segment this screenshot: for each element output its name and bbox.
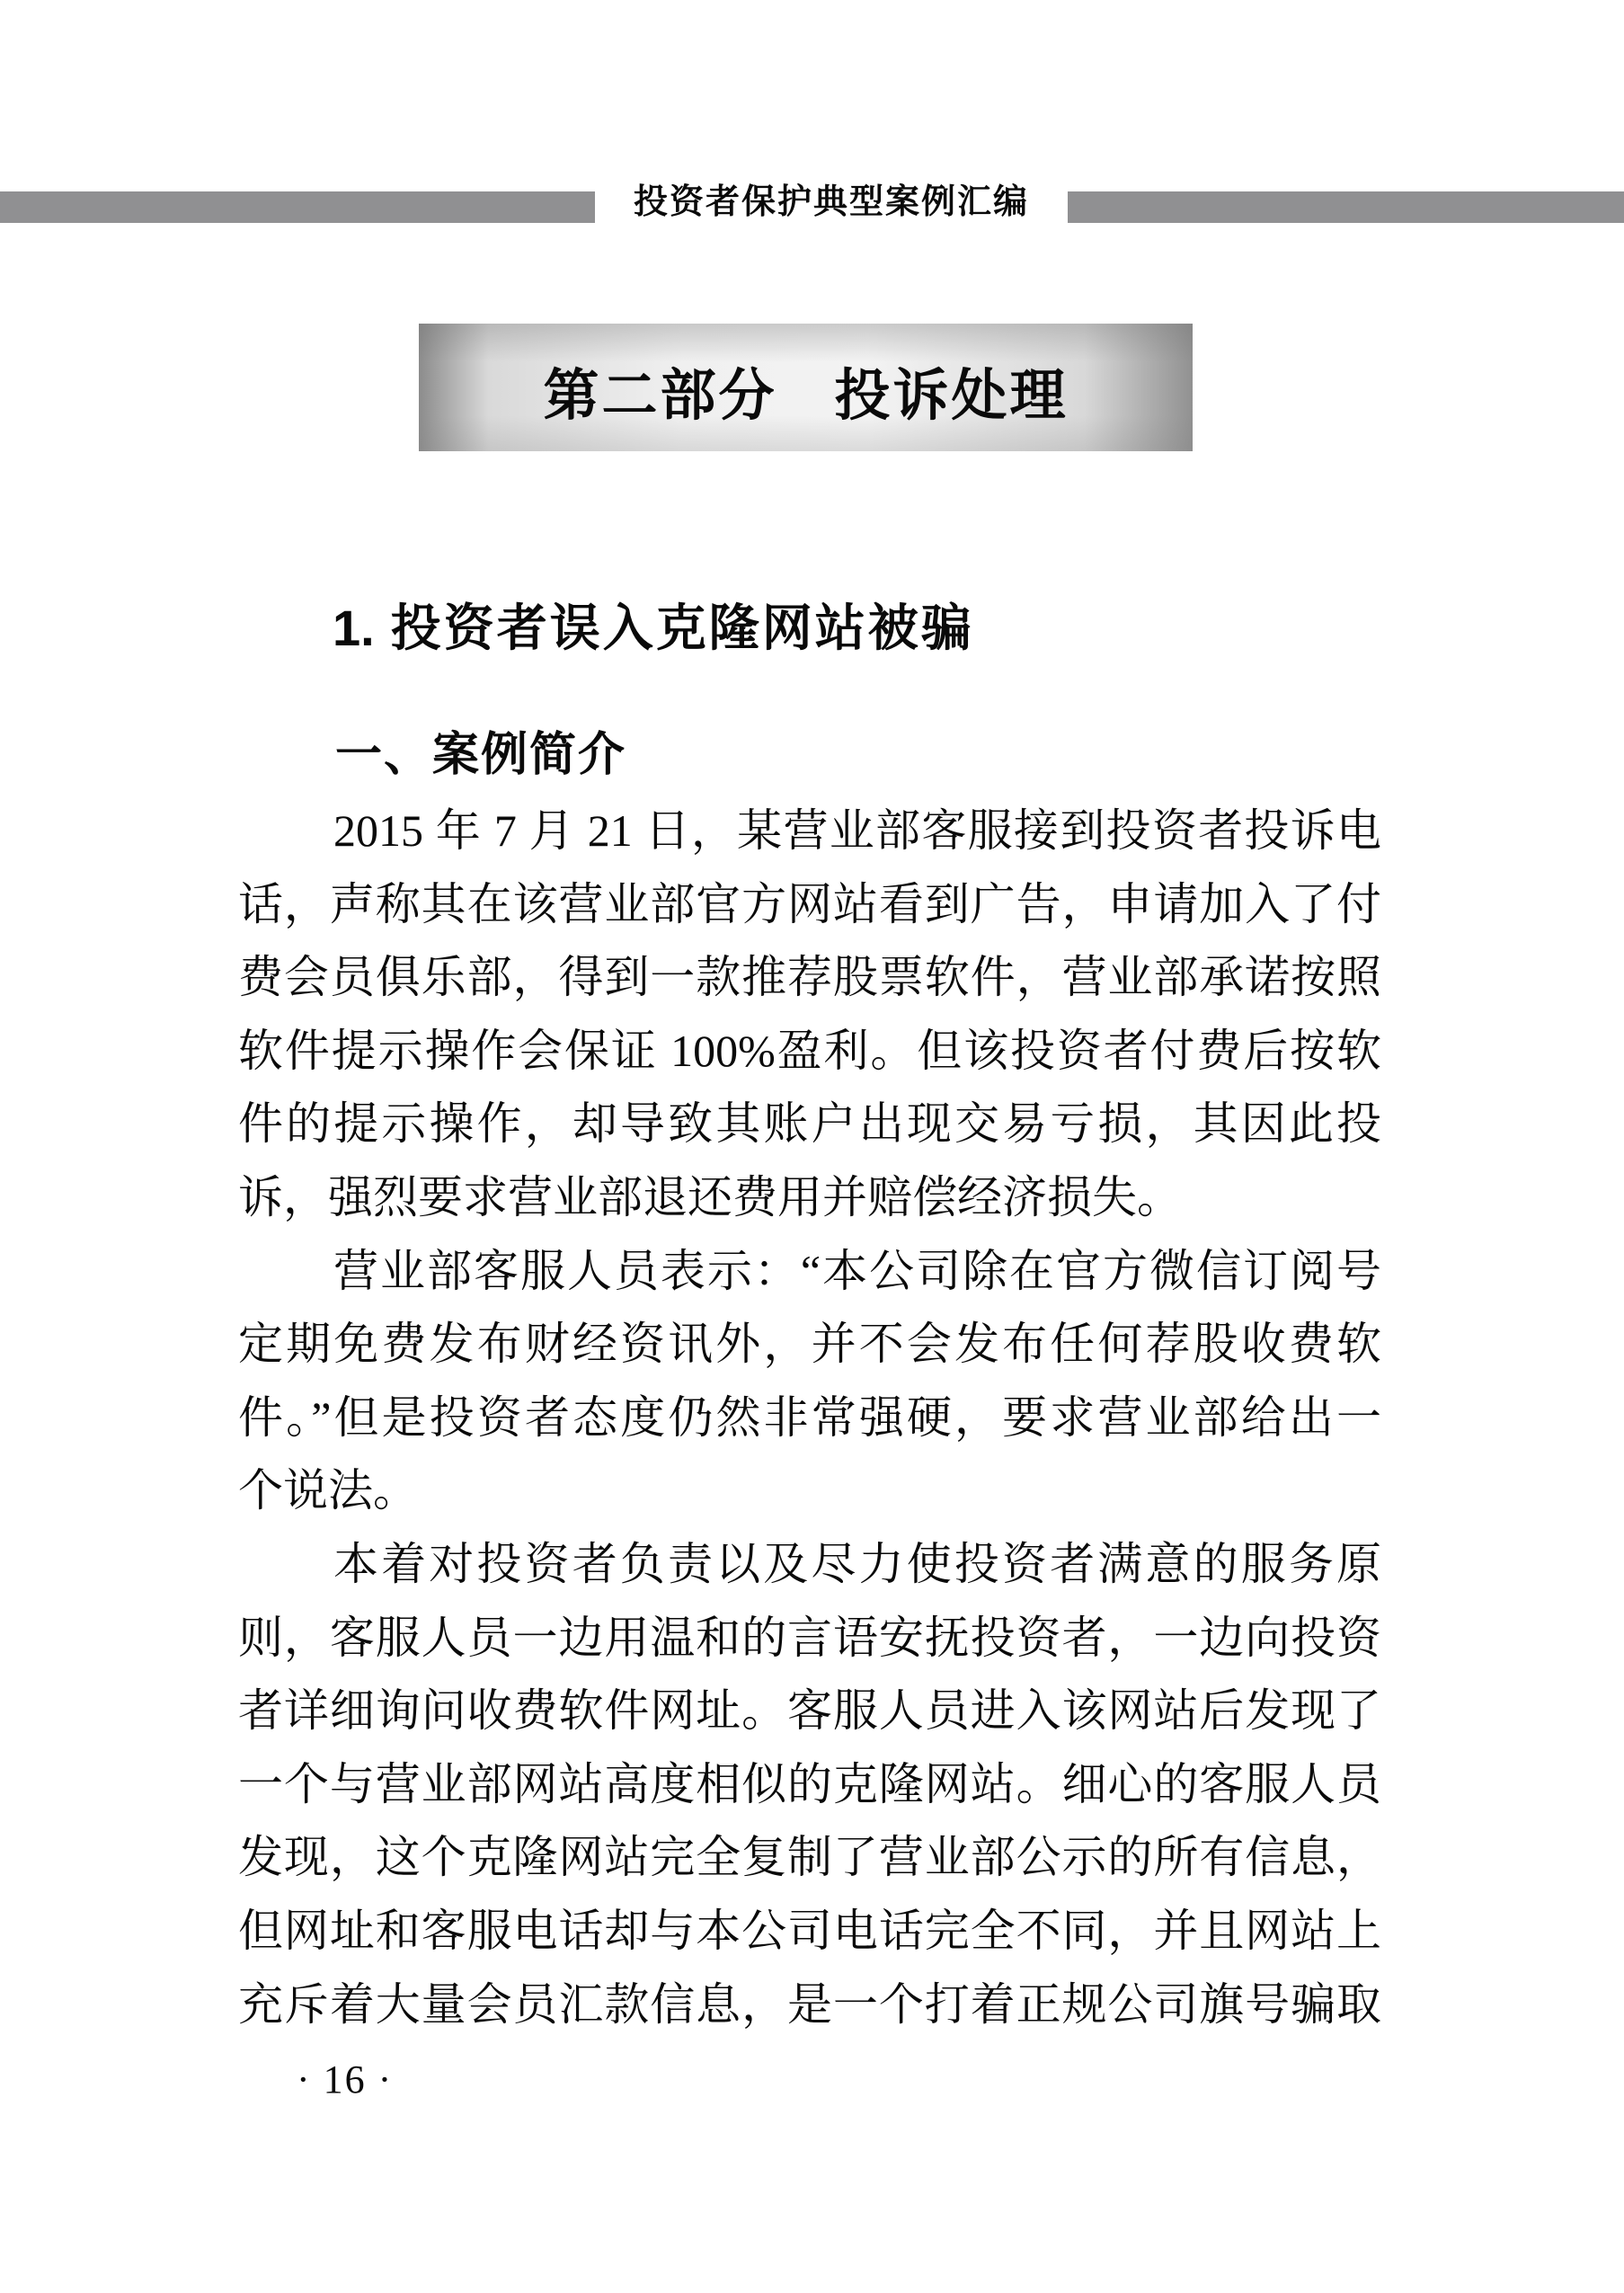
- part-banner-title: [543, 345, 1068, 431]
- body-line: 定期免费发布财经资讯外，并不会发布任何荐股收费软: [238, 1319, 1381, 1370]
- body-line: 件的提示操作，却导致其账户出现交易亏损，其因此投: [238, 1098, 1381, 1150]
- body-line: 2015 年 7 月 21 日，某营业部客服接到投资者投诉电: [333, 805, 1381, 856]
- body-line: 话，声称其在该营业部官方网站看到广告，申请加入了付: [238, 878, 1381, 929]
- section-number: 1.: [333, 600, 375, 656]
- body-line: 则，客服人员一边用温和的言语安抚投资者，一边向投资: [238, 1612, 1381, 1663]
- body-line: 软件提示操作会保证 100%盈利。但该投资者付费后按软: [238, 1025, 1381, 1076]
- body-line: 一个与营业部网站高度相似的克隆网站。细心的客服人员: [238, 1758, 1381, 1809]
- subsection-heading: 一、案例简介: [335, 730, 627, 781]
- part-banner-name: 投诉处理: [834, 365, 1069, 427]
- body-line: 诉，强烈要求营业部退还费用并赔偿经济损失。: [238, 1171, 1182, 1222]
- body-line: 发现，这个克隆网站完全复制了营业部公示的所有信息，: [238, 1832, 1381, 1883]
- section-title: 投资者误入克隆网站被骗: [390, 600, 974, 656]
- section-heading: [333, 601, 974, 655]
- body-line: 者详细询问收费软件网址。客服人员进入该网站后发现了: [238, 1685, 1381, 1737]
- body-line: 但网址和客服电话却与本公司电话完全不同，并且网站上: [238, 1905, 1381, 1956]
- body-text: [238, 795, 1381, 2041]
- body-line: 费会员俱乐部，得到一款推荐股票软件，营业部承诺按照: [238, 952, 1381, 1003]
- body-line: 件。”但是投资者态度仍然非常强硬，要求营业部给出一: [238, 1391, 1381, 1443]
- body-line: 充斥着大量会员汇款信息，是一个打着正规公司旗号骗取: [238, 1978, 1381, 2030]
- page-number: · 16 ·: [297, 2057, 394, 2102]
- part-banner-label: 第二部分: [543, 365, 777, 427]
- header-rule-right: [1068, 191, 1624, 223]
- body-line: 营业部客服人员表示：“本公司除在官方微信订阅号: [333, 1245, 1381, 1296]
- running-head-title: 投资者保护典型案例汇编: [633, 183, 1029, 221]
- body-line: 本着对投资者负责以及尽力使投资者满意的服务原: [333, 1538, 1381, 1589]
- part-banner: [419, 324, 1193, 451]
- header-rule-left: [0, 191, 595, 223]
- body-line: 个说法。: [238, 1465, 418, 1516]
